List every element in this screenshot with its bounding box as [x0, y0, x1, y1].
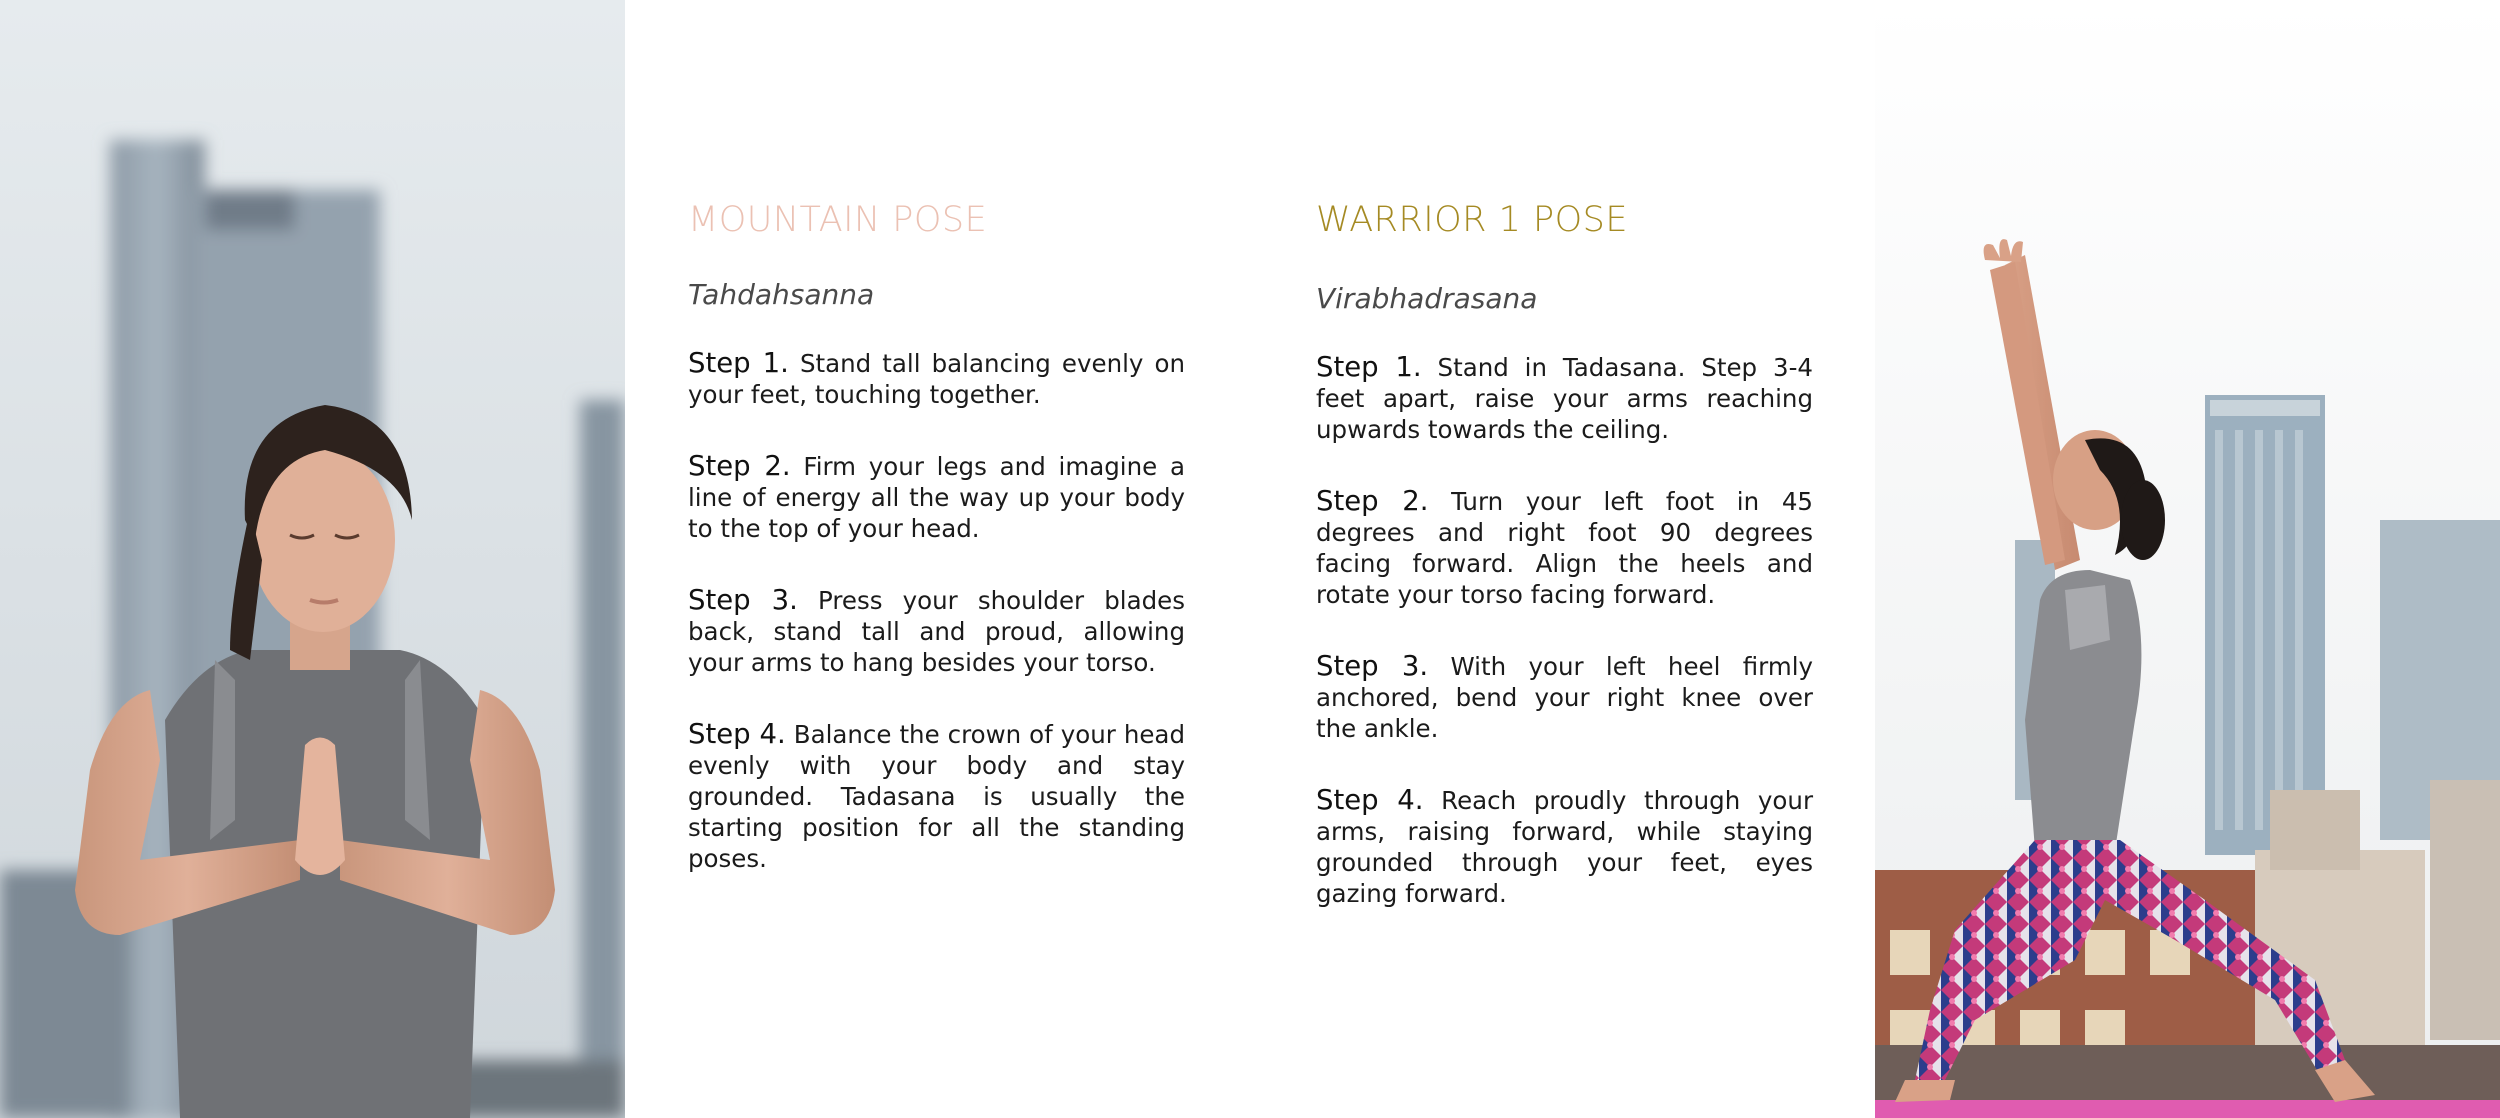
warrior-pose-column: [1316, 196, 1813, 950]
step-text: Firm your legs and imagine a line of energy all the way up your body to the top of your head.: [688, 452, 1185, 543]
step-text: Balance the crown of your head evenly with your body and stay grounded. Tadasana is usually the starting position for all the standing poses.: [688, 720, 1185, 873]
warrior-pose-photo: [1875, 0, 2500, 1118]
step-label: Step 4.: [688, 718, 786, 750]
mountain-pose-sanskrit: Tahdahsanna: [688, 278, 875, 311]
step-text: Reach proudly through your arms, raising forward, while staying grounded through your feet, eyes gazing forward.: [1316, 786, 1814, 908]
step-label: Step 2.: [1316, 485, 1429, 517]
step-label: Step 1.: [688, 347, 789, 379]
mountain-pose-photo: [0, 0, 625, 1118]
warrior-step-1: [1316, 352, 1813, 445]
warrior-pose-sanskrit: Virabhadrasana: [1316, 282, 1538, 315]
step-label: Step 3.: [1316, 650, 1429, 682]
step-label: Step 2.: [688, 450, 791, 482]
mountain-step-3: [688, 585, 1185, 678]
step-label: Step 4.: [1316, 784, 1424, 816]
mountain-pose-title: MOUNTAIN POSE: [688, 200, 988, 240]
mountain-step-1: [688, 348, 1185, 410]
step-label: Step 1.: [1316, 351, 1422, 383]
mountain-step-2: [688, 451, 1185, 544]
step-text: Stand in Tadasana. Step 3-4 feet apart, raise your arms reaching upwards towards the ceiling.: [1316, 353, 1813, 444]
mountain-step-4: [688, 719, 1185, 874]
warrior-step-2: [1316, 486, 1813, 610]
step-label: Step 3.: [688, 584, 798, 616]
step-text: With your left heel firmly anchored, bend your right knee over the ankle.: [1316, 652, 1813, 743]
mountain-pose-column: [688, 196, 1185, 915]
step-text: Turn your left foot in 45 degrees and right foot 90 degrees facing forward. Align the heels and rotate your torso facing forward.: [1316, 487, 1813, 609]
warrior-step-4: [1316, 785, 1813, 909]
step-text: Stand tall balancing evenly on your feet, touching together.: [688, 349, 1186, 409]
warrior-pose-title: WARRIOR 1 POSE: [1316, 200, 1628, 240]
warrior-step-3: [1316, 651, 1813, 744]
step-text: Press your shoulder blades back, stand tall and proud, allowing your arms to hang besides your torso.: [688, 586, 1185, 677]
